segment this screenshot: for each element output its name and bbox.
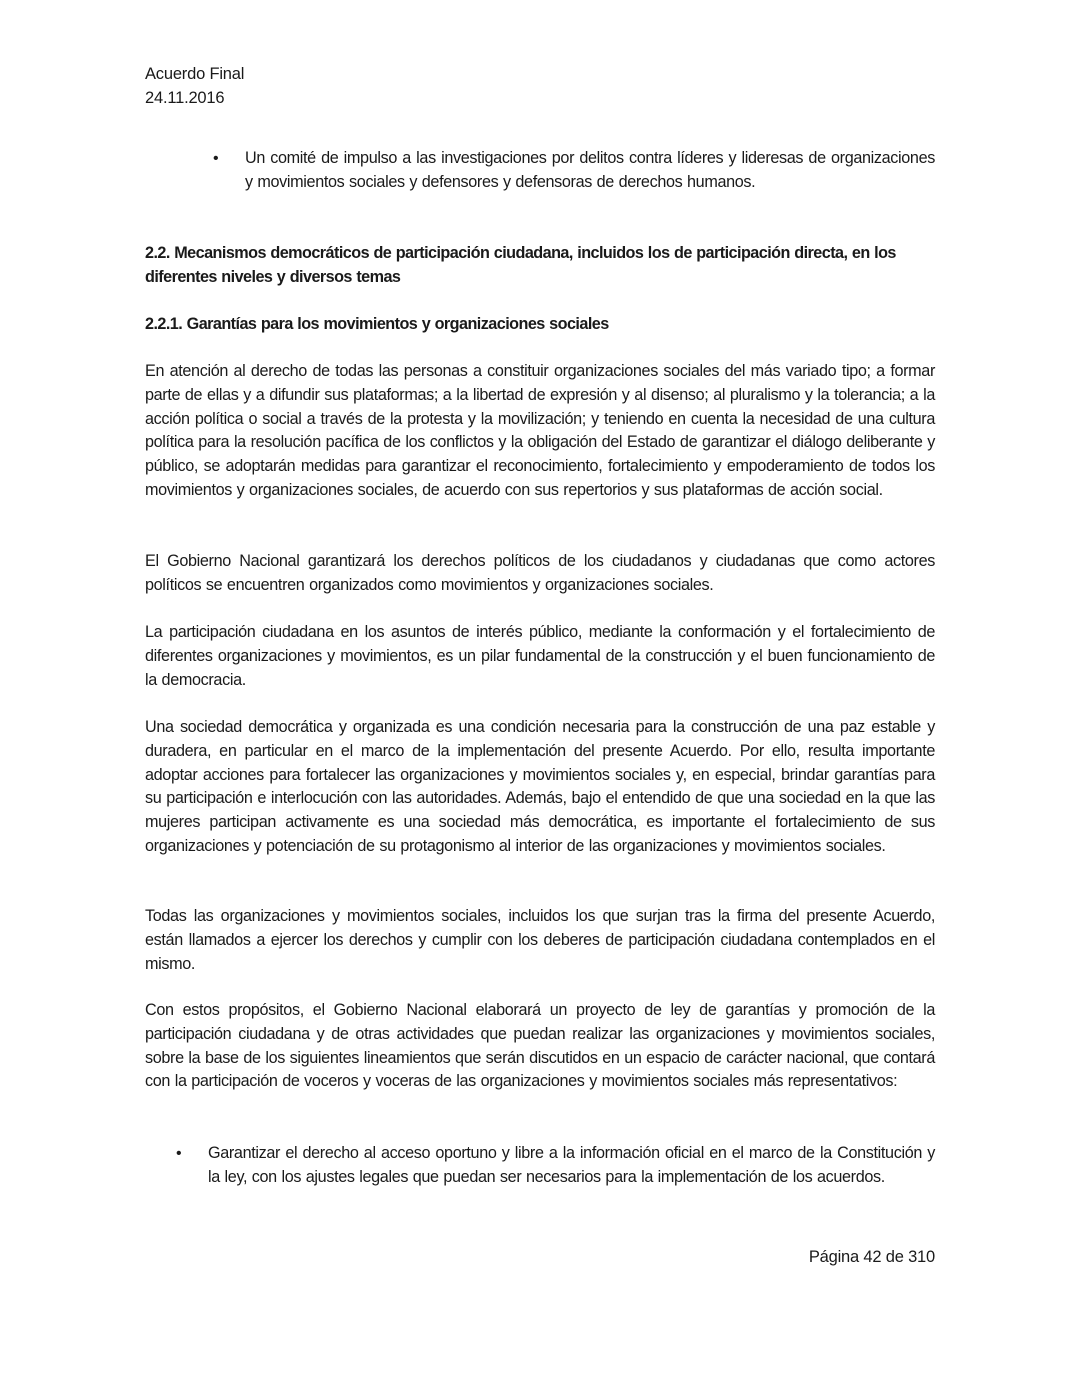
document-title: Acuerdo Final [145, 65, 245, 83]
bullet-icon: • [213, 150, 219, 167]
bullet-icon: • [176, 1145, 182, 1162]
paragraph: Con estos propósitos, el Gobierno Nacional elaborará un proyecto de ley de garantías y promoción de la participación ciudadana y de otras actividades que puedan realizar las organizaciones y movimientos sociales, sobre la base de los siguientes lineamientos que serán discutidos en un espacio de carácter nacional, que contará con la participación de voceros y voceras de las organizaciones y movimientos sociales más representativos: [145, 1001, 935, 1091]
bullet-text: Un comité de impulso a las investigaciones por delitos contra líderes y lideresas de organizaciones y movimientos sociales y defensores y defensoras de derechos humanos. [245, 149, 935, 191]
document-date: 24.11.2016 [145, 89, 225, 107]
bullet-text: Garantizar el derecho al acceso oportuno y libre a la información oficial en el marco de la Constitución y la ley, con los ajustes legales que puedan ser necesarios para la implementación de los acuerdos. [208, 1144, 935, 1186]
paragraph: En atención al derecho de todas las personas a constituir organizaciones sociales del más variado tipo; a formar parte de ellas y a difundir sus plataformas; a la libertad de expresión y al disenso; al pluralismo y la tolerancia; a la acción política o social a través de la protesta y la movilización; y teniendo en cuenta la necesidad de una cultura política para la resolución pacífica de los conflictos y la obligación del Estado de garantizar el diálogo deliberante y público, se adoptarán medidas para garantizar el reconocimiento, fortalecimiento y empoderamiento de todos los movimientos y organizaciones sociales, de acuerdo con sus repertorios y sus plataformas de acción social. [145, 362, 935, 499]
paragraph: Una sociedad democrática y organizada es una condición necesaria para la construcción de una paz estable y duradera, en particular en el marco de la implementación del presente Acuerdo. Por ello, resulta importante adoptar acciones para fortalecer las organizaciones y movimientos sociales y, en especial, brindar garantías para su participación e interlocución con las autoridades. Además, bajo el entendido de que una sociedad en la que las mujeres participan activamente es una sociedad más democrática, es importante el fortalecimiento de sus organizaciones y potenciación de su protagonismo al interior de las organizaciones y movimientos sociales. [145, 718, 935, 855]
paragraph: La participación ciudadana en los asuntos de interés público, mediante la conformación y el fortalecimiento de diferentes organizaciones y movimientos, es un pilar fundamental de la construcción y el buen funcionamiento de la democracia. [145, 623, 935, 689]
page-header [145, 62, 244, 110]
bullet-item [213, 147, 935, 195]
subsection-heading: 2.2.1. Garantías para los movimientos y organizaciones sociales [145, 315, 609, 333]
paragraph: El Gobierno Nacional garantizará los derechos políticos de los ciudadanos y ciudadanas que como actores políticos se encuentren organizados como movimientos y organizaciones sociales. [145, 552, 935, 594]
section-heading: 2.2. Mecanismos democráticos de participación ciudadana, incluidos los de participación directa, en los diferentes niveles y diversos temas [145, 244, 896, 286]
paragraph: Todas las organizaciones y movimientos sociales, incluidos los que surjan tras la firma del presente Acuerdo, están llamados a ejercer los derechos y cumplir con los deberes de participación ciudadana contemplados en el mismo. [145, 907, 935, 973]
page-number: Página 42 de 310 [808, 1248, 935, 1266]
bullet-item [176, 1142, 935, 1190]
